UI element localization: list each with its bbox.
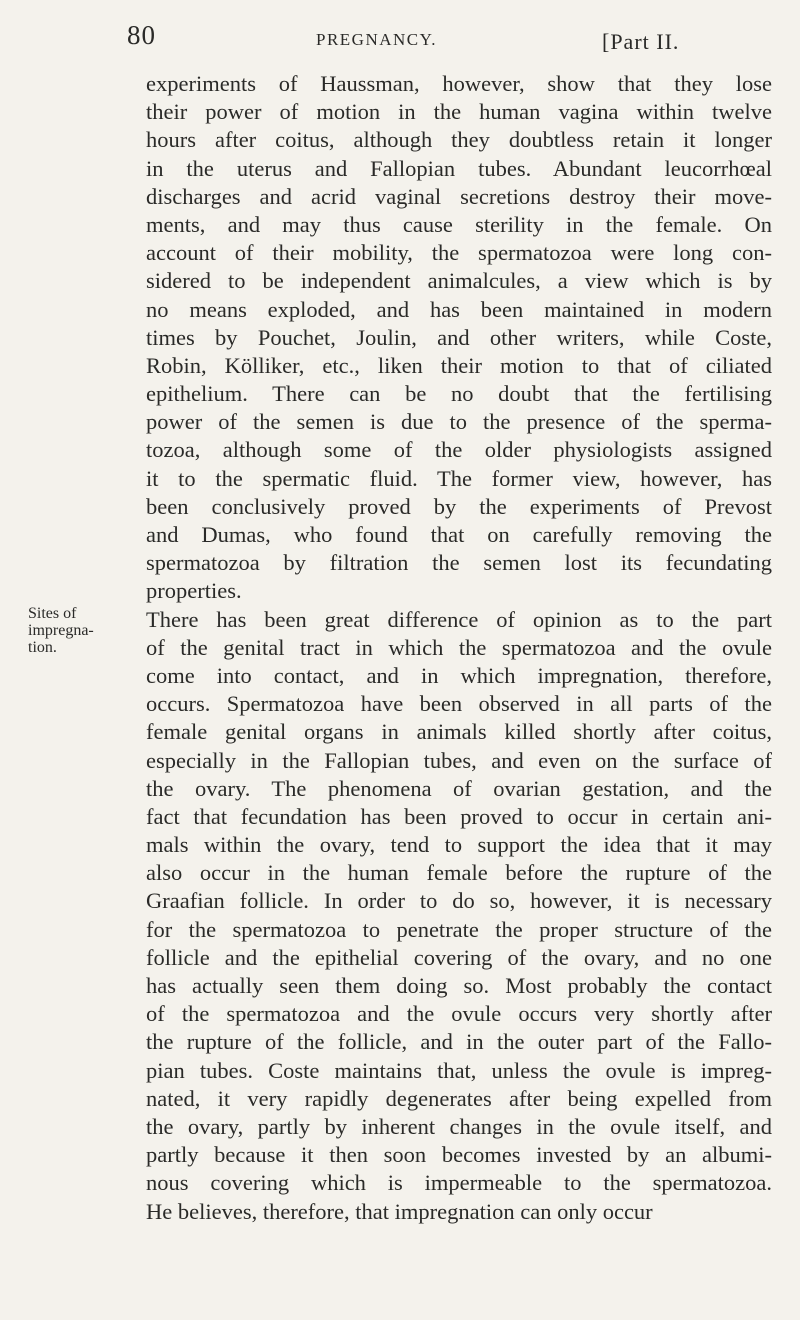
text-line: the ovary. The phenomena of ovarian gestation, and the — [146, 775, 772, 801]
page-header — [0, 20, 800, 60]
text-line: follicle and the epithelial covering of the ovary, and no one — [146, 944, 772, 970]
margin-note-line: tion. — [28, 639, 57, 656]
text-line: properties. — [146, 578, 242, 604]
text-line: it to the spermatic fluid. The former view, however, has — [146, 465, 772, 491]
text-line: female genital organs in animals killed shortly after coitus, — [146, 719, 772, 745]
body-text — [146, 70, 772, 1226]
text-line: of the spermatozoa and the ovule occurs very shortly after — [146, 1001, 772, 1027]
margin-note-line: impregna- — [28, 622, 94, 639]
text-line: There has been great difference of opinion as to the part — [146, 606, 772, 632]
text-line: experiments of Haussman, however, show that they lose — [146, 71, 772, 96]
text-line: no means exploded, and has been maintained in modern — [146, 296, 772, 322]
text-line: power of the semen is due to the presence of the sperma- — [146, 409, 772, 435]
text-line: Robin, Kölliker, etc., liken their motion to that of ciliated — [146, 352, 772, 378]
text-line: the rupture of the follicle, and in the outer part of the Fallo- — [146, 1029, 772, 1055]
text-line: discharges and acrid vaginal secretions destroy their move- — [146, 183, 772, 209]
text-line: nous covering which is impermeable to the spermatozoa. — [146, 1170, 772, 1196]
text-line: sidered to be independent animalcules, a view which is by — [146, 268, 772, 294]
running-title: PREGNANCY. — [316, 30, 437, 49]
text-line: hours after coitus, although they doubtless retain it longer — [146, 127, 772, 153]
text-line: spermatozoa by filtration the semen lost its fecundating — [146, 550, 772, 576]
text-line: has actually seen them doing so. Most probably the contact — [146, 973, 772, 998]
text-line: epithelium. There can be no doubt that the fertilising — [146, 381, 772, 407]
text-line: occurs. Spermatozoa have been observed in all parts of the — [146, 691, 772, 717]
text-line: fact that fecundation has been proved to occur in certain ani- — [146, 803, 772, 829]
text-line: mals within the ovary, tend to support the idea that it may — [146, 832, 772, 858]
text-line: for the spermatozoa to penetrate the proper structure of the — [146, 916, 772, 942]
text-line: especially in the Fallopian tubes, and even on the surface of — [146, 747, 772, 773]
text-line: account of their mobility, the spermatozoa were long con- — [146, 240, 772, 266]
text-line: tozoa, although some of the older physiologists assigned — [146, 437, 772, 463]
text-line: the ovary, partly by inherent changes in the ovule itself, and — [146, 1113, 772, 1139]
margin-note-line: Sites of — [28, 605, 77, 622]
text-line: ments, and may thus cause sterility in the female. On — [146, 211, 772, 237]
text-line: Graafian follicle. In order to do so, however, it is necessary — [146, 888, 772, 914]
text-line: nated, it very rapidly degenerates after being expelled from — [146, 1085, 772, 1111]
text-line: their power of motion in the human vagina within twelve — [146, 99, 772, 125]
margin-note — [28, 605, 128, 656]
page-number: 80 — [127, 20, 156, 50]
text-line: partly because it then soon becomes invested by an albumi- — [146, 1142, 772, 1168]
text-line: times by Pouchet, Joulin, and other writers, while Coste, — [146, 324, 772, 350]
text-line: come into contact, and in which impregnation, therefore, — [146, 662, 772, 688]
text-line: of the genital tract in which the spermatozoa and the ovule — [146, 634, 772, 660]
text-line: also occur in the human female before the rupture of the — [146, 860, 772, 886]
text-line: been conclusively proved by the experiments of Prevost — [146, 493, 772, 519]
section-marker: [Part II. — [602, 29, 680, 54]
text-line: and Dumas, who found that on carefully removing the — [146, 522, 772, 547]
text-line: in the uterus and Fallopian tubes. Abundant leucorrhœal — [146, 155, 772, 181]
text-line: pian tubes. Coste maintains that, unless the ovule is impreg- — [146, 1057, 772, 1083]
text-line: He believes, therefore, that impregnation can only occur — [146, 1198, 653, 1224]
